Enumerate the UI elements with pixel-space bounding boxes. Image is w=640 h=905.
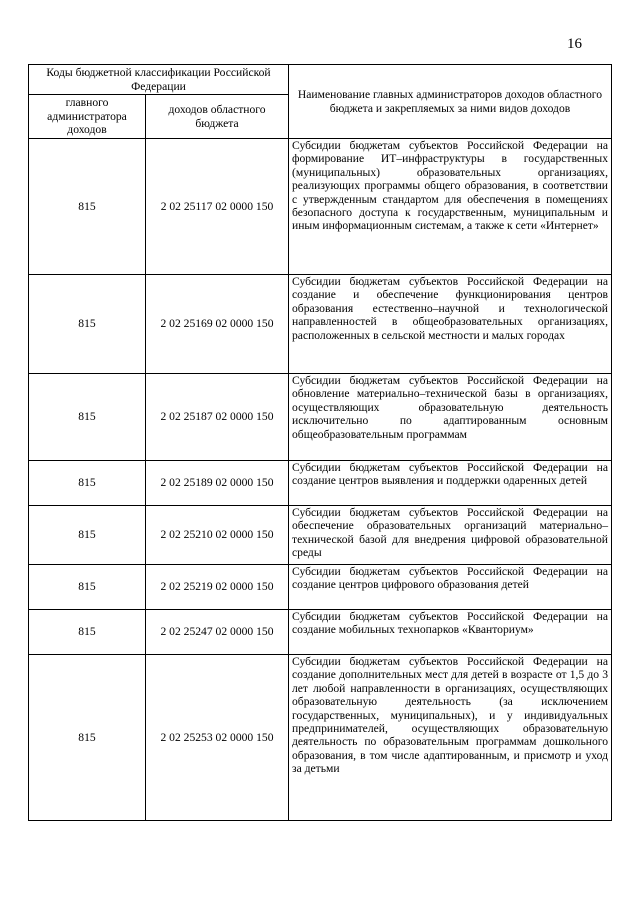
admin-code-cell: 815	[29, 139, 146, 275]
income-code-cell: 2 02 25189 02 0000 150	[146, 461, 289, 506]
table-row	[29, 610, 612, 655]
income-code-cell: 2 02 25187 02 0000 150	[146, 374, 289, 461]
table-row	[29, 655, 612, 821]
admin-code-cell: 815	[29, 275, 146, 374]
income-name-cell: Субсидии бюджетам субъектов Российской Федерации на создание дополнительных мест для детей в возрасте от 1,5 до 3 лет любой направленности в организациях, осуществляющих образовательную деятельность (за исключением государственных, муниципальных), и у индивидуальных предпринимателей, осуществляющих образовательную деятельность по образовательным программам дошкольного образования, в том числе адаптированным, и присмотр и уход за детьми	[289, 655, 612, 821]
income-code-cell: 2 02 25247 02 0000 150	[146, 610, 289, 655]
page-number: 16	[567, 36, 582, 52]
income-code-cell: 2 02 25117 02 0000 150	[146, 139, 289, 275]
table-row	[29, 275, 612, 374]
admin-code-cell: 815	[29, 565, 146, 610]
income-name-cell: Субсидии бюджетам субъектов Российской Федерации на обновление материально–технической базы в организациях, осуществляющих образовательную деятельность исключительно по адаптированным основным общеобразовательным программам	[289, 374, 612, 461]
table-row	[29, 506, 612, 565]
income-code-cell: 2 02 25219 02 0000 150	[146, 565, 289, 610]
income-name-cell: Субсидии бюджетам субъектов Российской Федерации на создание мобильных технопарков «Кванториум»	[289, 610, 612, 655]
admin-code-cell: 815	[29, 610, 146, 655]
table-row	[29, 139, 612, 275]
table-row	[29, 461, 612, 506]
header-col-income: доходов областного бюджета	[146, 95, 289, 139]
admin-code-cell: 815	[29, 655, 146, 821]
income-code-cell: 2 02 25210 02 0000 150	[146, 506, 289, 565]
admin-code-cell: 815	[29, 506, 146, 565]
income-name-cell: Субсидии бюджетам субъектов Российской Федерации на создание центров выявления и поддержки одаренных детей	[289, 461, 612, 506]
budget-classification-table	[28, 64, 612, 821]
header-group-title: Коды бюджетной классификации Российской Федерации	[29, 65, 289, 95]
income-name-cell: Субсидии бюджетам субъектов Российской Федерации на формирование ИТ–инфраструктуры в государственных (муниципальных) образовательных организациях, реализующих программы общего образования, в соответствии с утвержденным стандартом для обеспечения в помещениях безопасного доступа к государственным, муниципальным и иным информационным системам, а также к сети «Интернет»	[289, 139, 612, 275]
admin-code-cell: 815	[29, 374, 146, 461]
admin-code-cell: 815	[29, 461, 146, 506]
header-col-admin: главного администратора доходов	[29, 95, 146, 139]
income-name-cell: Субсидии бюджетам субъектов Российской Федерации на создание центров цифрового образования детей	[289, 565, 612, 610]
table-row	[29, 565, 612, 610]
income-name-cell: Субсидии бюджетам субъектов Российской Федерации на обеспечение образовательных организаций материально–технической базой для внедрения цифровой образовательной среды	[289, 506, 612, 565]
header-col-name: Наименование главных администраторов доходов областного бюджета и закрепляемых за ними видов доходов	[289, 65, 612, 139]
income-code-cell: 2 02 25169 02 0000 150	[146, 275, 289, 374]
income-code-cell: 2 02 25253 02 0000 150	[146, 655, 289, 821]
table-row	[29, 374, 612, 461]
income-name-cell: Субсидии бюджетам субъектов Российской Федерации на создание и обеспечение функционирования центров образования естественно–научной и технологической направленностей в общеобразовательных организациях, расположенных в сельской местности и малых городах	[289, 275, 612, 374]
